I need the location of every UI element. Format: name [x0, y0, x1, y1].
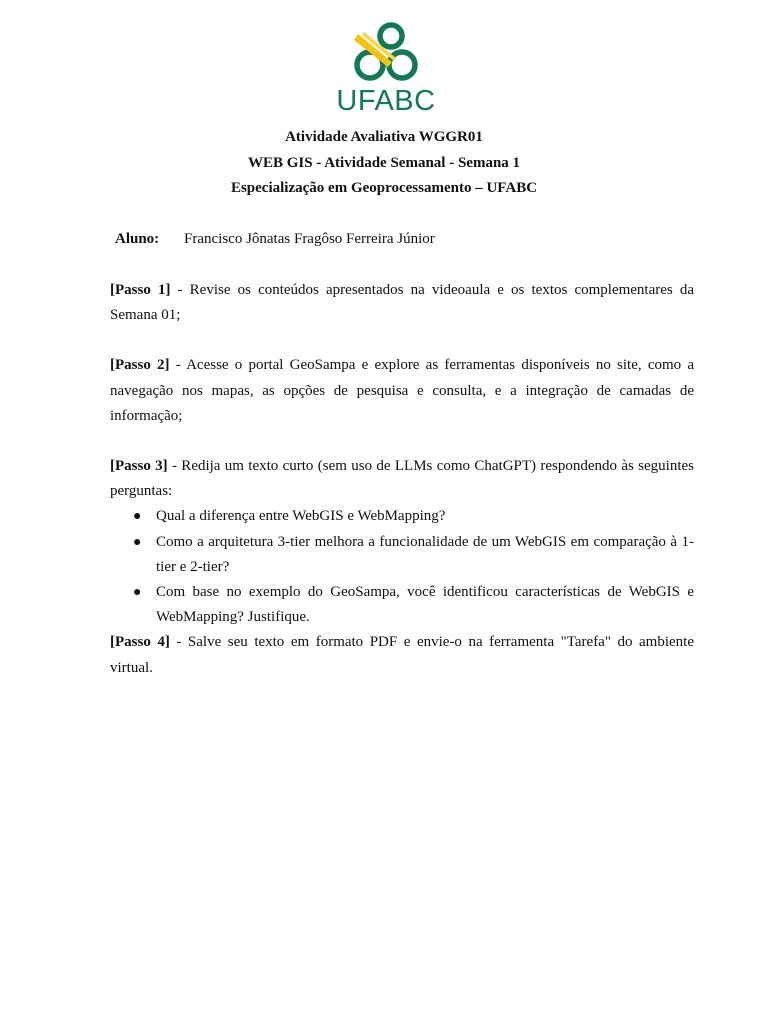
step-3	[110, 454, 694, 504]
list-item	[110, 530, 694, 580]
instructions	[110, 278, 694, 681]
step-1	[110, 278, 694, 328]
step-3-text: - Redija um texto curto (sem uso de LLMs como ChatGPT) respondendo às seguintes perguntas:	[110, 458, 694, 500]
step-3-label: [Passo 3]	[110, 458, 168, 475]
question-text: Como a arquitetura 3-tier melhora a funcionalidade de um WebGIS em comparação à 1-tier e 2-tier?	[156, 533, 694, 575]
document-title: Atividade Avaliativa WGGR01	[285, 129, 483, 145]
list-item	[110, 504, 694, 529]
ufabc-logo-icon	[334, 20, 438, 86]
step-1-text: - Revise os conteúdos apresentados na videoaula e os textos complementares da Semana 01;	[110, 282, 695, 324]
document-subtitle: WEB GIS - Atividade Semanal - Semana 1	[247, 154, 521, 171]
student-line	[115, 229, 435, 249]
step-4-label: [Passo 4]	[110, 634, 170, 651]
questions-list	[110, 504, 694, 630]
step-2	[110, 353, 694, 429]
document-titles	[0, 127, 768, 204]
step-4	[110, 630, 694, 680]
document-course: Especialização em Geoprocessamento – UFABC	[230, 180, 538, 196]
step-2-label: [Passo 2]	[110, 357, 170, 374]
student-label: Aluno:	[115, 231, 160, 247]
bullet-icon: ●	[133, 534, 142, 550]
bullet-icon: ●	[133, 585, 142, 601]
step-4-text: - Salve seu texto em formato PDF e envie-o na ferramenta "Tarefa" do ambiente virtual.	[110, 634, 695, 676]
step-2-text: - Acesse o portal GeoSampa e explore as ferramentas disponíveis no site, como a navegação nos mapas, as opções de pesquisa e consulta, e a integração de camadas de informação;	[110, 357, 694, 424]
question-text: Com base no exemplo do GeoSampa, você identificou características de WebGIS e WebMapping? Justifique.	[156, 584, 694, 626]
student-name: Francisco Jônatas Fragôso Ferreira Júnior	[184, 231, 435, 247]
question-text: Qual a diferença entre WebGIS e WebMapping?	[156, 508, 446, 525]
ufabc-logo	[334, 20, 438, 116]
bullet-icon: ●	[133, 509, 142, 525]
step-1-label: [Passo 1]	[110, 282, 171, 298]
logo-text: UFABC	[336, 85, 436, 117]
list-item	[110, 580, 694, 630]
